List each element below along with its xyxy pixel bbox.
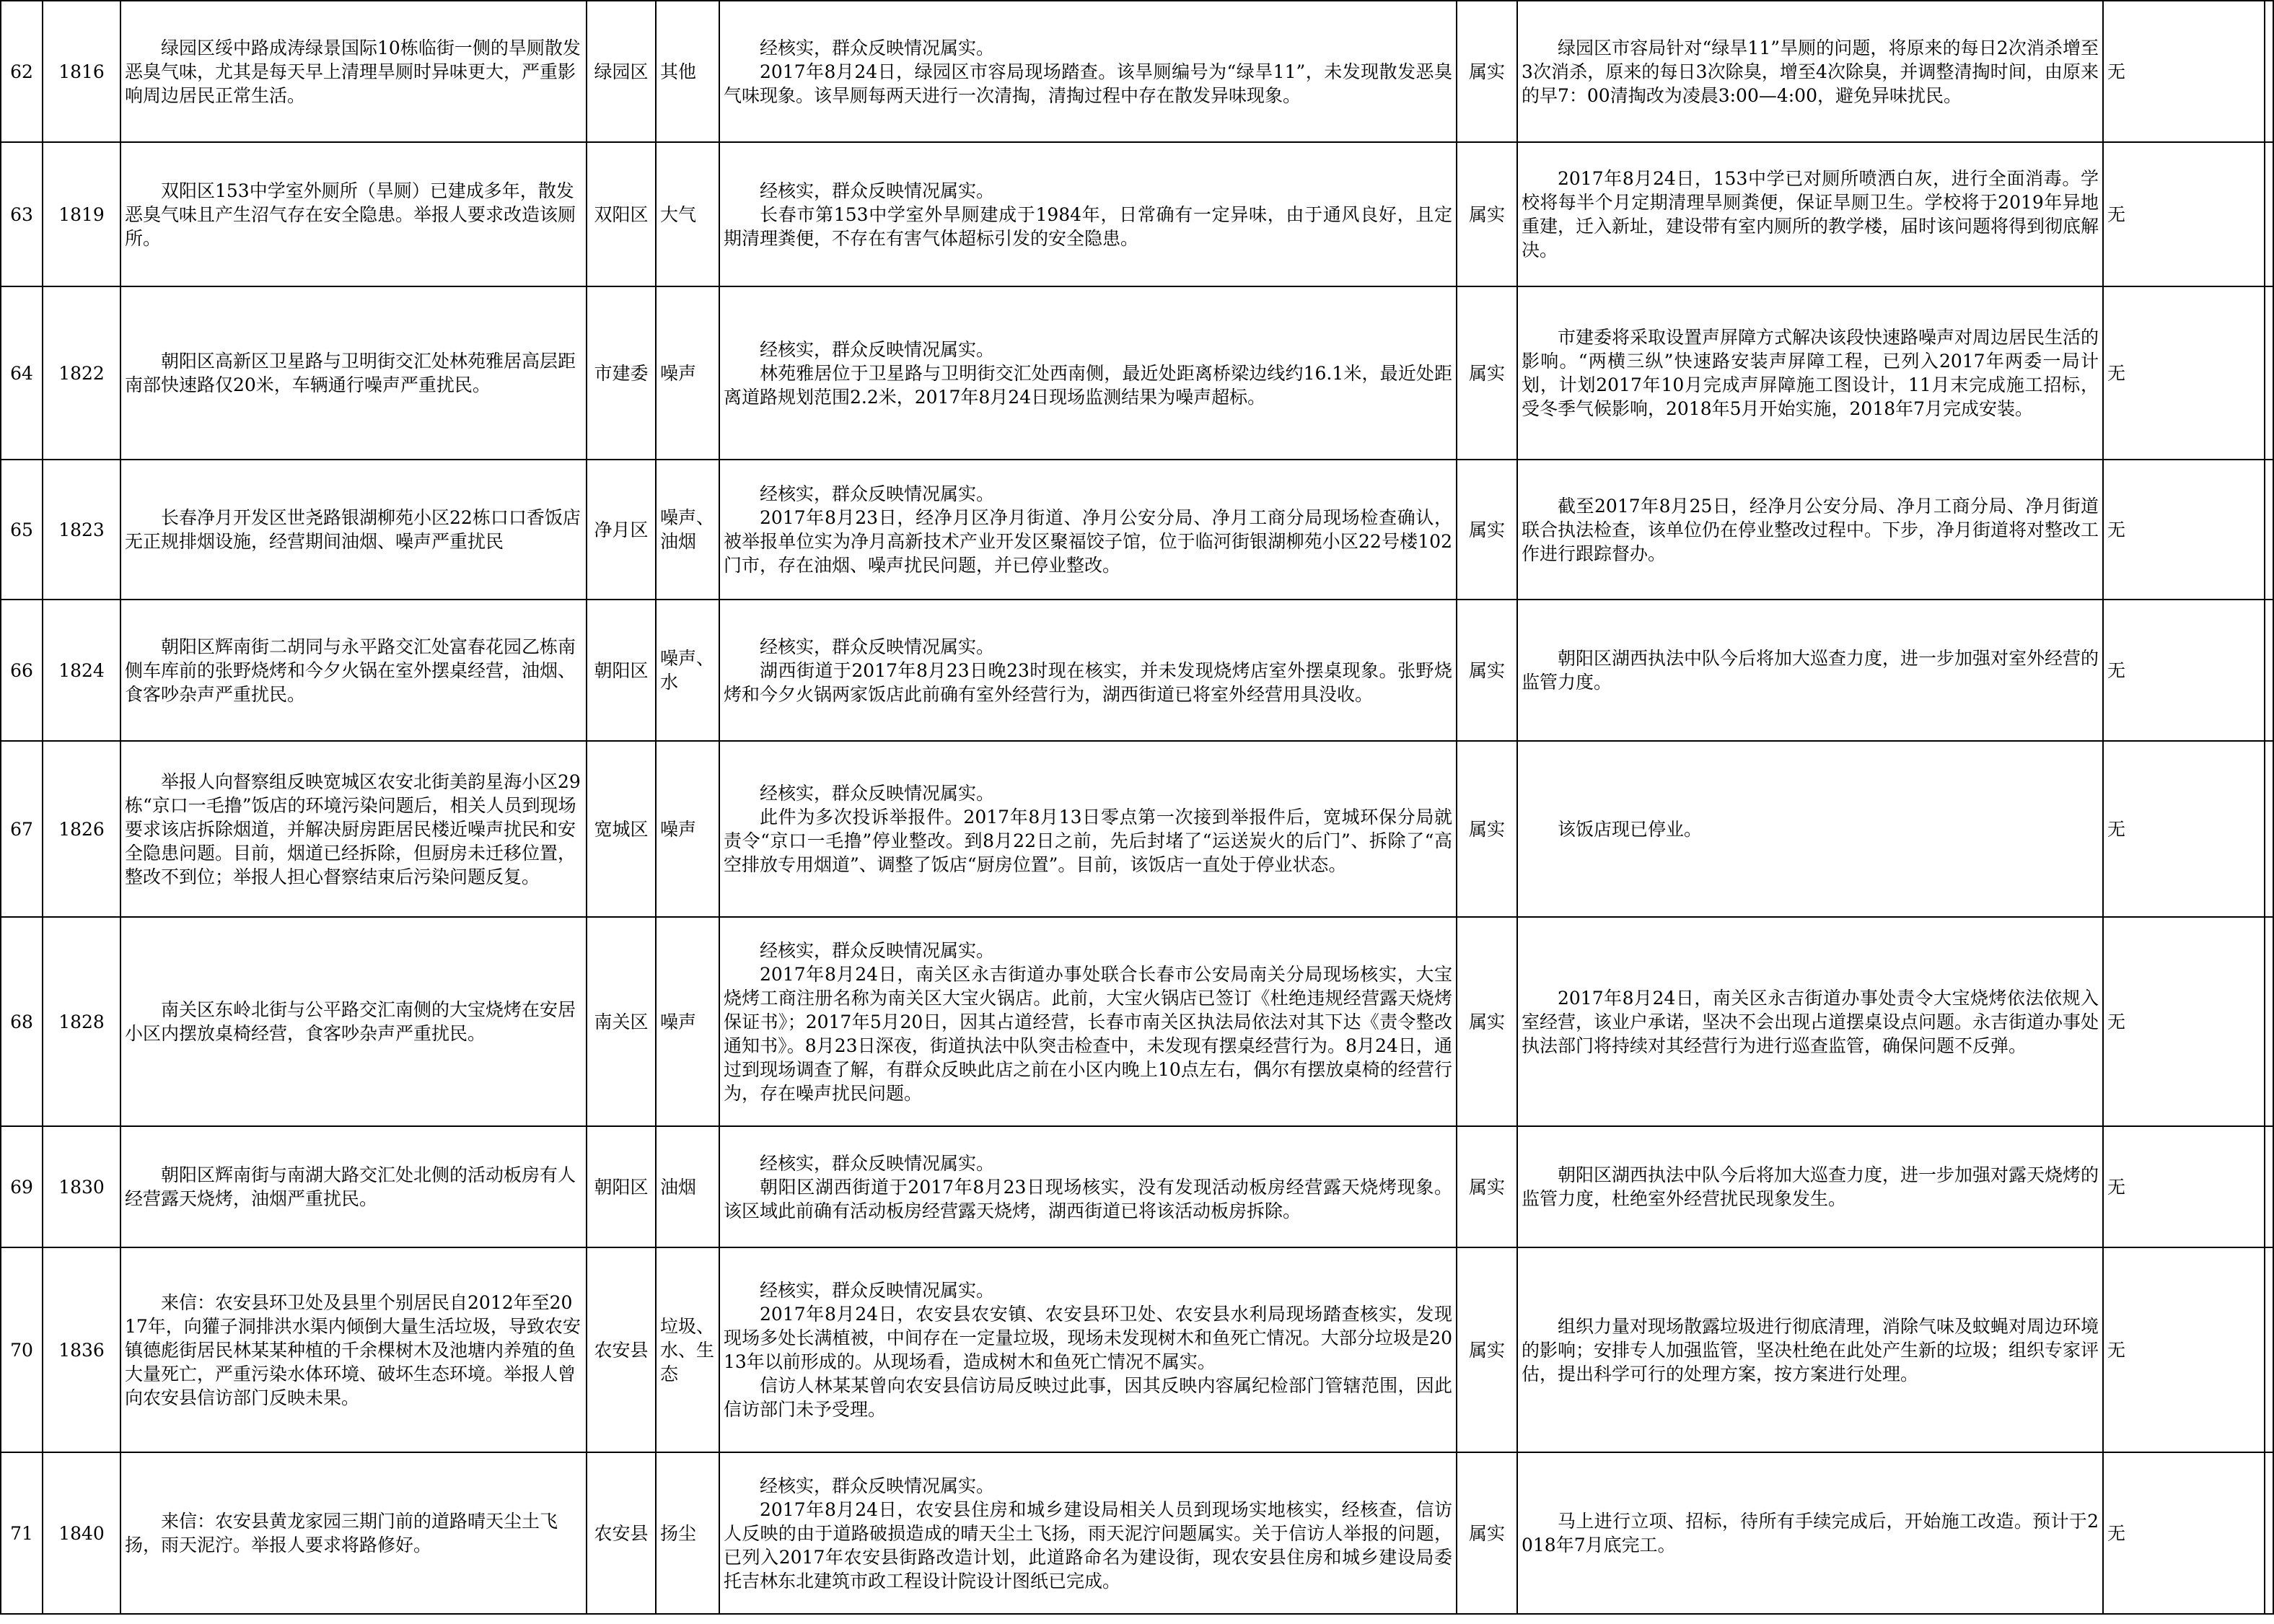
verification-cell xyxy=(719,917,1457,1126)
table-row xyxy=(1,1452,2273,1614)
accountability-cell: 无 xyxy=(2103,142,2265,286)
pollution-type-cell: 油烟 xyxy=(656,1126,719,1247)
accountability-cell: 无 xyxy=(2103,741,2265,917)
verification-paragraph: 2017年8月23日，经净月区净月街道、净月公安分局、净月工商分局现场检查确认，被举报单位实为净月高新技术产业开发区聚福饺子馆，位于临河街银湖柳苑小区22号楼102门市，存在油烟、噪声扰民问题，并已停业整改。 xyxy=(724,507,1452,576)
verification-result-cell: 属实 xyxy=(1457,917,1517,1126)
table-body xyxy=(1,1,2273,1614)
complaint-content-cell xyxy=(120,1126,587,1247)
verification-paragraph: 经核实，群众反映情况属实。 xyxy=(760,338,995,360)
empty-cell xyxy=(2265,917,2273,1126)
pollution-type-cell: 噪声 xyxy=(656,917,719,1126)
complaint-content-cell xyxy=(120,142,587,286)
complaint-content-text: 南关区东岭北街与公平路交汇南侧的大宝烧烤在安居小区内摆放桌椅经营，食客吵杂声严重扰民。 xyxy=(125,999,576,1044)
complaint-code-cell: 1816 xyxy=(43,1,120,142)
verification-result-cell: 属实 xyxy=(1457,1247,1517,1452)
row-index-cell: 69 xyxy=(1,1126,43,1247)
row-index-cell: 63 xyxy=(1,142,43,286)
accountability-cell: 无 xyxy=(2103,1452,2265,1614)
handling-paragraph: 绿园区市容局针对“绿旱11”旱厕的问题，将原来的每日2次消杀增至3次消杀，原来的每日3次除臭，增至4次除臭，并调整清掏时间，由原来的早7：00清掏改为凌晨3:00—4:00，避免异味扰民。 xyxy=(1522,37,2099,106)
verification-paragraph: 经核实，群众反映情况属实。 xyxy=(760,783,995,804)
handling-paragraph: 2017年8月24日，南关区永吉街道办事处责令大宝烧烤依法依规入室经营，该业户承诺，坚决不会出现占道摆桌设点问题。永吉街道办事处执法部门将持续对其经营行为进行巡查监管，确保问题不反弹。 xyxy=(1522,987,2099,1056)
district-cell: 朝阳区 xyxy=(587,600,656,741)
handling-paragraph: 市建委将采取设置声屏障方式解决该段快速路噪声对周边居民生活的影响。“两横三纵”快速路安装声屏障工程，已列入2017年两委一局计划，计划2017年10月完成声屏障施工图设计，11月末完成施工招标，受冬季气候影响，2018年5月开始实施，2018年7月完成安装。 xyxy=(1522,327,2099,419)
complaint-code-cell: 1836 xyxy=(43,1247,120,1452)
verification-result-cell: 属实 xyxy=(1457,600,1517,741)
table-row xyxy=(1,741,2273,917)
verification-paragraph: 长春市第153中学室外旱厕建成于1984年，日常确有一定异味，由于通风良好，且定期清理粪便，不存在有害气体超标引发的安全隐患。 xyxy=(724,203,1452,249)
pollution-type-cell: 垃圾、水、生态 xyxy=(656,1247,719,1452)
verification-paragraph: 经核实，群众反映情况属实。 xyxy=(760,37,995,58)
table-row xyxy=(1,600,2273,741)
district-cell: 宽城区 xyxy=(587,741,656,917)
verification-paragraph: 信访人林某某曾向农安县信访局反映过此事，因其反映内容属纪检部门管辖范围，因此信访部门未予受理。 xyxy=(724,1375,1452,1420)
handling-paragraph: 朝阳区湖西执法中队今后将加大巡查力度，进一步加强对露天烧烤的监管力度，杜绝室外经营扰民现象发生。 xyxy=(1522,1164,2099,1209)
accountability-cell: 无 xyxy=(2103,1126,2265,1247)
verification-paragraph: 朝阳区湖西街道于2017年8月23日现场核实，没有发现活动板房经营露天烧烤现象。该区域此前确有活动板房经营露天烧烤，湖西街道已将该活动板房拆除。 xyxy=(724,1176,1452,1221)
complaint-content-cell xyxy=(120,600,587,741)
complaint-content-text: 来信：农安县环卫处及县里个别居民自2012年至2017年，向獾子洞排洪水渠内倾倒大量生活垃圾，导致农安镇德彪街居民林某某种植的千余棵树木及池塘内养殖的鱼大量死亡，严重污染水体环境、破坏生态环境。举报人曾向农安县信访部门反映未果。 xyxy=(125,1291,581,1408)
handling-cell xyxy=(1517,1126,2103,1247)
verification-cell xyxy=(719,286,1457,460)
table-row xyxy=(1,142,2273,286)
empty-cell xyxy=(2265,460,2273,600)
complaint-content-text: 朝阳区高新区卫星路与卫明街交汇处林苑雅居高层距南部快速路仅20米，车辆通行噪声严重扰民。 xyxy=(125,351,576,395)
district-cell: 双阳区 xyxy=(587,142,656,286)
empty-cell xyxy=(2265,1452,2273,1614)
district-cell: 净月区 xyxy=(587,460,656,600)
pollution-type-cell: 噪声、油烟 xyxy=(656,460,719,600)
complaint-content-cell xyxy=(120,1452,587,1614)
complaint-code-cell: 1826 xyxy=(43,741,120,917)
verification-paragraph: 经核实，群众反映情况属实。 xyxy=(760,939,995,961)
verification-paragraph: 此件为多次投诉举报件。2017年8月13日零点第一次接到举报件后，宽城环保分局就责令“京口一毛撸”停业整改。到8月22日之前，先后封堵了“运送炭火的后门”、拆除了“高空排放专用烟道”、调整了饭店“厨房位置”。目前，该饭店一直处于停业状态。 xyxy=(724,807,1452,875)
verification-cell xyxy=(719,460,1457,600)
verification-paragraph: 经核实，群众反映情况属实。 xyxy=(760,1280,995,1301)
table-row xyxy=(1,286,2273,460)
table-row xyxy=(1,1,2273,142)
row-index-cell: 62 xyxy=(1,1,43,142)
verification-paragraph: 经核实，群众反映情况属实。 xyxy=(760,483,995,504)
verification-paragraph: 经核实，群众反映情况属实。 xyxy=(760,1475,995,1496)
verification-result-cell: 属实 xyxy=(1457,460,1517,600)
handling-cell xyxy=(1517,741,2103,917)
row-index-cell: 68 xyxy=(1,917,43,1126)
complaint-content-text: 朝阳区辉南街与南湖大路交汇处北侧的活动板房有人经营露天烧烤，油烟严重扰民。 xyxy=(125,1164,576,1209)
handling-paragraph: 该饭店现已停业。 xyxy=(1558,818,1703,840)
table-row xyxy=(1,1126,2273,1247)
table-row xyxy=(1,460,2273,600)
pollution-type-cell: 噪声 xyxy=(656,741,719,917)
complaint-content-cell xyxy=(120,917,587,1126)
complaint-content-cell xyxy=(120,286,587,460)
verification-result-cell: 属实 xyxy=(1457,1,1517,142)
accountability-cell: 无 xyxy=(2103,600,2265,741)
district-cell: 南关区 xyxy=(587,917,656,1126)
handling-cell xyxy=(1517,286,2103,460)
table-row xyxy=(1,917,2273,1126)
verification-paragraph: 经核实，群众反映情况属实。 xyxy=(760,1152,995,1174)
pollution-type-cell: 其他 xyxy=(656,1,719,142)
verification-paragraph: 经核实，群众反映情况属实。 xyxy=(760,180,995,201)
empty-cell xyxy=(2265,142,2273,286)
verification-paragraph: 2017年8月24日，农安县住房和城乡建设局相关人员到现场实地核实，经核查，信访人反映的由于道路破损造成的晴天尘土飞扬，雨天泥泞问题属实。关于信访人举报的问题，已列入2017年农安县街路改造计划，此道路命名为建设街，现农安县住房和城乡建设局委托吉林东北建筑市政工程设计院设计图纸已完成。 xyxy=(724,1498,1452,1592)
district-cell: 市建委 xyxy=(587,286,656,460)
complaint-code-cell: 1828 xyxy=(43,917,120,1126)
verification-result-cell: 属实 xyxy=(1457,741,1517,917)
complaint-content-text: 长春净月开发区世尧路银湖柳苑小区22栋口口香饭店无正规排烟设施，经营期间油烟、噪声严重扰民 xyxy=(125,507,581,552)
complaint-code-cell: 1840 xyxy=(43,1452,120,1614)
handling-paragraph: 截至2017年8月25日，经净月公安分局、净月工商分局、净月街道联合执法检查，该单位仍在停业整改过程中。下步，净月街道将对整改工作进行跟踪督办。 xyxy=(1522,495,2099,564)
complaint-code-cell: 1830 xyxy=(43,1126,120,1247)
verification-paragraph: 2017年8月24日，绿园区市容局现场踏查。该旱厕编号为“绿旱11”，未发现散发恶臭气味现象。该旱厕每两天进行一次清掏，清掏过程中存在散发异味现象。 xyxy=(724,61,1452,106)
verification-paragraph: 2017年8月24日，农安县农安镇、农安县环卫处、农安县水利局现场踏查核实，发现现场多处长满植被，中间存在一定量垃圾，现场未发现树木和鱼死亡情况。大部分垃圾是2013年以前形成的。从现场看，造成树木和鱼死亡情况不属实。 xyxy=(724,1304,1452,1372)
complaint-content-cell xyxy=(120,1,587,142)
handling-cell xyxy=(1517,600,2103,741)
verification-cell xyxy=(719,1247,1457,1452)
complaint-content-cell xyxy=(120,460,587,600)
complaint-content-cell xyxy=(120,1247,587,1452)
row-index-cell: 66 xyxy=(1,600,43,741)
complaint-code-cell: 1824 xyxy=(43,600,120,741)
verification-result-cell: 属实 xyxy=(1457,286,1517,460)
empty-cell xyxy=(2265,1,2273,142)
row-index-cell: 67 xyxy=(1,741,43,917)
complaint-content-text: 举报人向督察组反映宽城区农安北街美韵星海小区29栋“京口一毛撸”饭店的环境污染问题后，相关人员到现场要求该店拆除烟道，并解决厨房距居民楼近噪声扰民和安全隐患问题。目前，烟道已经拆除，但厨房未迁移位置，整改不到位；举报人担心督察结束后污染问题反复。 xyxy=(125,771,581,887)
handling-cell xyxy=(1517,142,2103,286)
pollution-type-cell: 大气 xyxy=(656,142,719,286)
verification-paragraph: 经核实，群众反映情况属实。 xyxy=(760,636,995,657)
district-cell: 绿园区 xyxy=(587,1,656,142)
accountability-cell: 无 xyxy=(2103,1247,2265,1452)
handling-paragraph: 朝阳区湖西执法中队今后将加大巡查力度，进一步加强对室外经营的监管力度。 xyxy=(1522,648,2099,693)
table-row xyxy=(1,1247,2273,1452)
district-cell: 农安县 xyxy=(587,1452,656,1614)
verification-cell xyxy=(719,142,1457,286)
empty-cell xyxy=(2265,741,2273,917)
verification-cell xyxy=(719,1452,1457,1614)
row-index-cell: 70 xyxy=(1,1247,43,1452)
handling-cell xyxy=(1517,1247,2103,1452)
row-index-cell: 71 xyxy=(1,1452,43,1614)
pollution-type-cell: 噪声、水 xyxy=(656,600,719,741)
verification-cell xyxy=(719,1,1457,142)
empty-cell xyxy=(2265,600,2273,741)
accountability-cell: 无 xyxy=(2103,1,2265,142)
complaint-code-cell: 1819 xyxy=(43,142,120,286)
complaint-code-cell: 1822 xyxy=(43,286,120,460)
verification-paragraph: 2017年8月24日，南关区永吉街道办事处联合长春市公安局南关分局现场核实，大宝烧烤工商注册名称为南关区大宝火锅店。此前，大宝火锅店已签订《杜绝违规经营露天烧烤保证书》；2017年5月20日，因其占道经营，长春市南关区执法局依法对其下达《责令整改通知书》。8月23日深夜，街道执法中队突击检查中，未发现有摆桌经营行为。8月24日，通过到现场调查了解，有群众反映此店之前在小区内晚上10点左右，偶尔有摆放桌椅的经营行为，存在噪声扰民问题。 xyxy=(724,963,1452,1104)
complaint-content-text: 绿园区绥中路成涛绿景国际10栋临街一侧的旱厕散发恶臭气味，尤其是每天早上清理旱厕时异味更大，严重影响周边居民正常生活。 xyxy=(125,37,581,106)
verification-cell xyxy=(719,741,1457,917)
verification-cell xyxy=(719,600,1457,741)
complaint-code-cell: 1823 xyxy=(43,460,120,600)
complaint-content-text: 来信：农安县黄龙家园三期门前的道路晴天尘土飞扬，雨天泥泞。举报人要求将路修好。 xyxy=(125,1511,558,1555)
verification-paragraph: 湖西街道于2017年8月23日晚23时现在核实，并未发现烧烤店室外摆桌现象。张野烧烤和今夕火锅两家饭店此前确有室外经营行为，湖西街道已将室外经营用具没收。 xyxy=(724,659,1452,705)
complaint-content-cell xyxy=(120,741,587,917)
handling-cell xyxy=(1517,460,2103,600)
handling-paragraph: 2017年8月24日，153中学已对厕所喷洒白灰，进行全面消毒。学校将每半个月定期清理旱厕粪便，保证旱厕卫生。学校将于2019年异地重建，迁入新址，建设带有室内厕所的教学楼，届时该问题将得到彻底解决。 xyxy=(1522,168,2099,260)
verification-result-cell: 属实 xyxy=(1457,142,1517,286)
row-index-cell: 65 xyxy=(1,460,43,600)
verification-cell xyxy=(719,1126,1457,1247)
complaint-content-text: 双阳区153中学室外厕所（旱厕）已建成多年，散发恶臭气味且产生沼气存在安全隐患。举报人要求改造该厕所。 xyxy=(125,180,576,249)
handling-paragraph: 马上进行立项、招标，待所有手续完成后，开始施工改造。预计于2018年7月底完工。 xyxy=(1522,1511,2099,1555)
verification-result-cell: 属实 xyxy=(1457,1126,1517,1247)
row-index-cell: 64 xyxy=(1,286,43,460)
empty-cell xyxy=(2265,286,2273,460)
pollution-type-cell: 扬尘 xyxy=(656,1452,719,1614)
verification-result-cell: 属实 xyxy=(1457,1452,1517,1614)
handling-cell xyxy=(1517,1452,2103,1614)
pollution-type-cell: 噪声 xyxy=(656,286,719,460)
district-cell: 农安县 xyxy=(587,1247,656,1452)
empty-cell xyxy=(2265,1126,2273,1247)
handling-cell xyxy=(1517,917,2103,1126)
verification-paragraph: 林苑雅居位于卫星路与卫明街交汇处西南侧，最近处距离桥梁边线约16.1米，最近处距离道路规划范围2.2米，2017年8月24日现场监测结果为噪声超标。 xyxy=(724,362,1452,408)
handling-cell xyxy=(1517,1,2103,142)
accountability-cell: 无 xyxy=(2103,460,2265,600)
empty-cell xyxy=(2265,1247,2273,1452)
complaint-content-text: 朝阳区辉南街二胡同与永平路交汇处富春花园乙栋南侧车库前的张野烧烤和今夕火锅在室外摆桌经营，油烟、食客吵杂声严重扰民。 xyxy=(125,636,576,705)
accountability-cell: 无 xyxy=(2103,917,2265,1126)
district-cell: 朝阳区 xyxy=(587,1126,656,1247)
accountability-cell: 无 xyxy=(2103,286,2265,460)
handling-paragraph: 组织力量对现场散露垃圾进行彻底清理，消除气味及蚊蝇对周边环境的影响；安排专人加强监管，坚决杜绝在此处产生新的垃圾；组织专家评估，提出科学可行的处理方案，按方案进行处理。 xyxy=(1522,1315,2099,1384)
